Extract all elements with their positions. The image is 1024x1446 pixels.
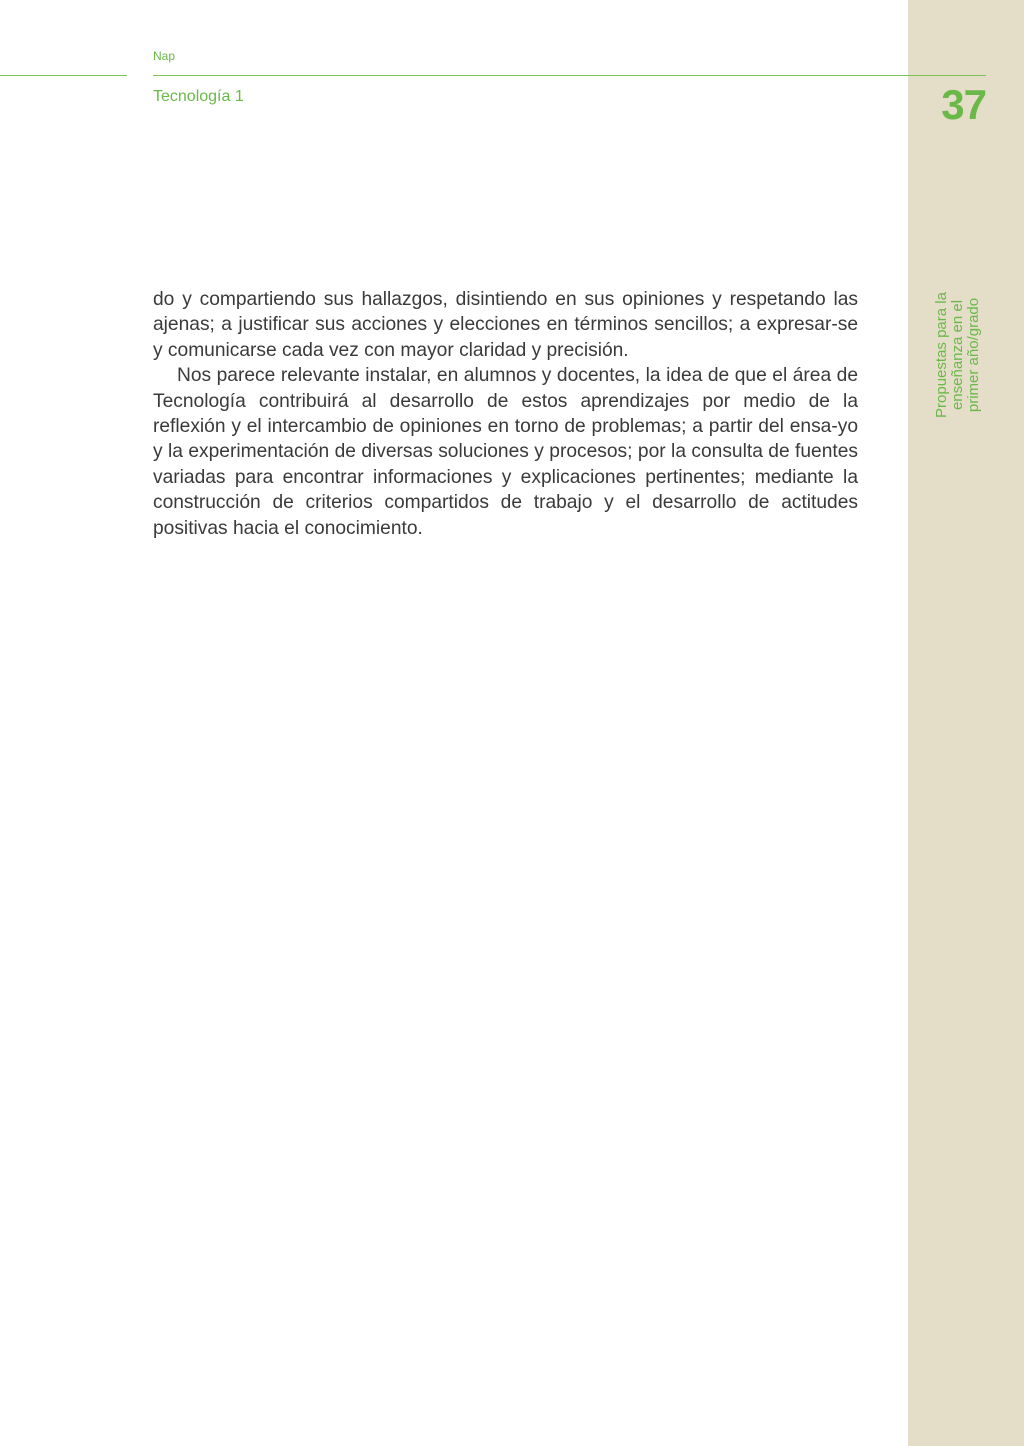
subject-label: Tecnología 1 [153, 88, 244, 105]
series-label: Nap [153, 49, 176, 63]
side-caption [934, 280, 982, 430]
header-rule-left [0, 75, 127, 76]
header-rule [153, 75, 986, 76]
sidebar-band [908, 0, 1024, 1446]
side-caption-line: Propuestas para la [933, 292, 950, 418]
page-number: 37 [941, 81, 986, 128]
side-caption-line: primer año/grado [965, 297, 982, 413]
body-text [153, 287, 858, 541]
paragraph: Nos parece relevante instalar, en alumnos y docentes, la idea de que el área de Tecnología contribuirá al desarrollo de estos aprendizajes por medio de la reflexión y el intercambio de opiniones en torno de problemas; a partir del ensa-yo y la experimentación de diversas soluciones y procesos; por la consulta de fuentes variadas para encontrar informaciones y explicaciones pertinentes; mediante la construcción de criterios compartidos de trabajo y el desarrollo de actitudes positivas hacia el conocimiento. [153, 365, 858, 539]
side-caption-line: enseñanza en el [949, 299, 966, 411]
paragraph: do y compartiendo sus hallazgos, disintiendo en sus opiniones y respetando las ajenas; a justificar sus acciones y elecciones en términos sencillos; a expresar-se y comunicarse cada vez con mayor claridad y precisión. [153, 289, 858, 361]
